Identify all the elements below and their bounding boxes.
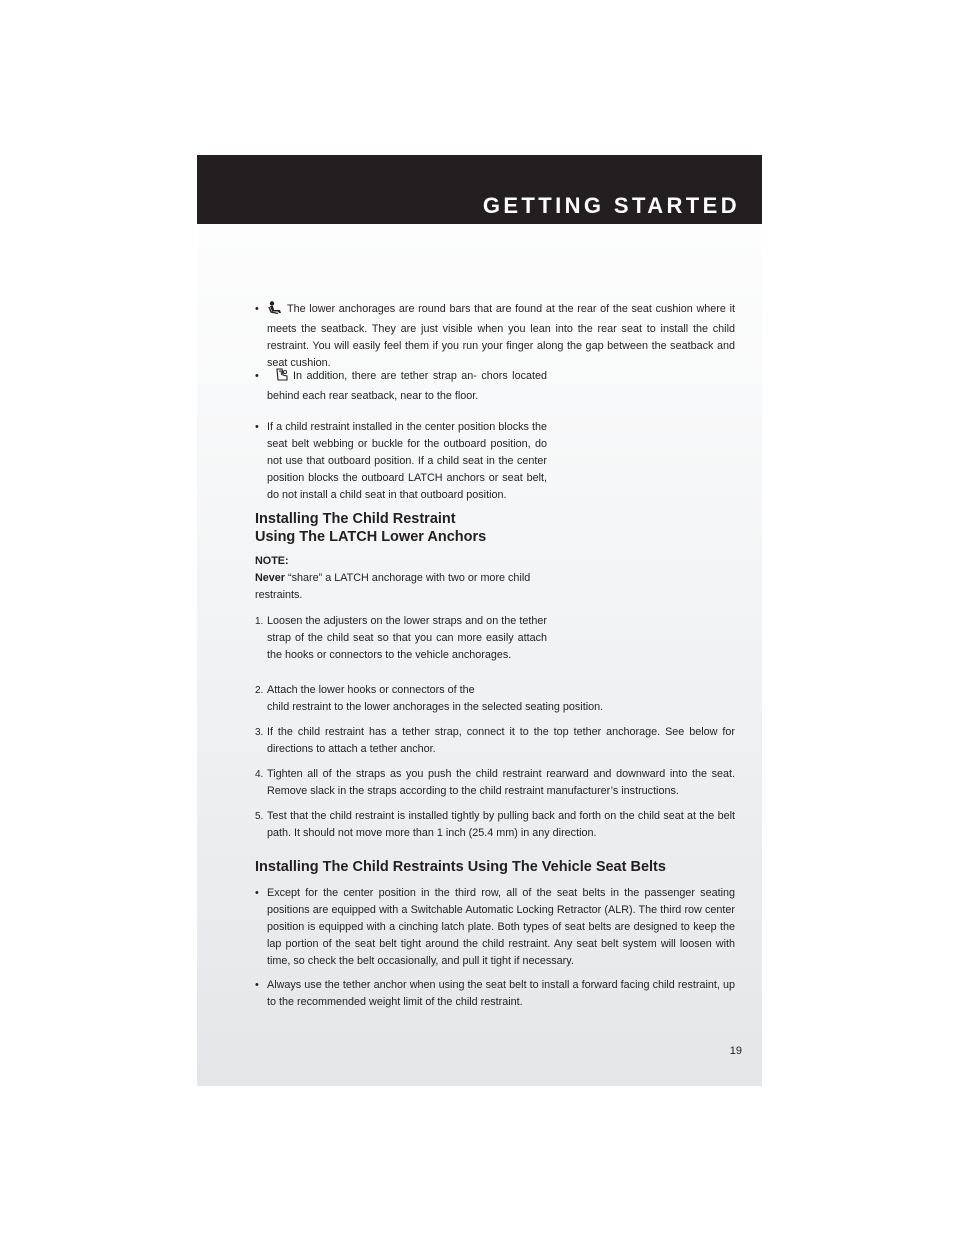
step-text: Loosen the adjusters on the lower straps and on the tether strap of the child seat so that you can more easily attach the hooks or connectors to the vehicle anchorages. — [267, 615, 547, 661]
bullet-text: Except for the center position in the third row, all of the seat belts in the passenger seating positions are equipped with a Switchable Automatic Locking Retractor (ALR). The third row center position is equipped with a cinching latch plate. Both types of seat belts are designed to keep the lap portion of the seat belt tight around the child restraint. Any seat belt system will loosen with time, so check the belt occasionally, and pull it tight if necessary. — [267, 887, 735, 967]
section-heading-latch: Installing The Child Restraint Using The LATCH Lower Anchors — [255, 511, 487, 545]
header-bar — [197, 155, 762, 224]
step-text: Test that the child restraint is installed tightly by pulling back and forth on the child seat at the belt path. It should not move more than 1 inch (25.4 mm) in any direction. — [267, 810, 735, 839]
bullet-tether-anchors: • In addition, there are tether strap an- chors located behind each rear seatback, near to the floor. — [255, 370, 547, 402]
step-text: Tighten all of the straps as you push the child restraint rearward and downward into the seat. Remove slack in the straps according to the child restraint manufacturer’s instructions. — [267, 768, 735, 797]
note-text: “share” a LATCH anchorage with two or more child restraints. — [255, 572, 531, 601]
bullet-tether-usage: • Always use the tether anchor when using the seat belt to install a forward facing child restraint, up to the recommended weight limit of the child restraint. — [255, 977, 735, 1011]
bullet-text: In addition, there are tether strap an- chors located behind each rear seatback, near to the floor. — [267, 370, 547, 402]
manual-page — [197, 155, 762, 1086]
step-item: 4. Tighten all of the straps as you push the child restraint rearward and downward into the seat. Remove slack in the straps according to the child restraint manufacturer’s instructions. — [255, 766, 735, 800]
bullet-alr: • Except for the center position in the third row, all of the seat belts in the passenger seating positions are equipped with a Switchable Automatic Locking Retractor (ALR). The third row center position is equipped with a cinching latch plate. Both types of seat belts are designed to keep the lap portion of the seat belt tight around the child restraint. Any seat belt system will loosen with time, so check the belt occasionally, and pull it tight if necessary. — [255, 885, 735, 970]
lower-anchor-icon — [267, 301, 283, 321]
bullet-text: If a child restraint installed in the center position blocks the seat belt webbing or buckle for the outboard position, do not use that outboard position. If a child seat in the center position blocks the outboard LATCH anchors or seat belt, do not install a child seat in that outboard position. — [267, 421, 547, 501]
bullet-center-position: • If a child restraint installed in the center position blocks the seat belt webbing or buckle for the outboard position, do not use that outboard position. If a child seat in the center position blocks the outboard LATCH anchors or seat belt, do not install a child seat in that outboard position. — [255, 419, 547, 504]
bullet-text: The lower anchorages are round bars that are found at the rear of the seat cushion where it meets the seatback. They are just visible when you lean into the rear seat to install the child restraint. You will easily feel them if you run your finger along the gap between the seatback and seat cushion. — [267, 303, 735, 369]
page-number: 19 — [729, 1045, 742, 1057]
step-text: If the child restraint has a tether strap, connect it to the top tether anchorage. See below for directions to attach a tether anchor. — [267, 726, 735, 755]
note-emphasis: Never — [255, 572, 286, 584]
step-text-a: Attach the lower hooks or connectors of the — [267, 684, 475, 696]
bullet-text: Always use the tether anchor when using the seat belt to install a forward facing child restraint, up to the recommended weight limit of the child restraint. — [267, 979, 735, 1008]
step-item: 3. If the child restraint has a tether strap, connect it to the top tether anchorage. See below for directions to attach a tether anchor. — [255, 724, 735, 758]
tether-anchor-icon — [273, 368, 289, 388]
step-item: 1. Loosen the adjusters on the lower straps and on the tether strap of the child seat so that you can more easily attach the hooks or connectors to the vehicle anchorages. — [255, 613, 547, 664]
step-item: 5. Test that the child restraint is installed tightly by pulling back and forth on the child seat at the belt path. It should not move more than 1 inch (25.4 mm) in any direction. — [255, 808, 735, 842]
note-block — [255, 553, 547, 604]
section-heading-seat-belts: Installing The Child Restraints Using The Vehicle Seat Belts — [255, 859, 666, 875]
bullet-lower-anchorages: • The lower anchorages are round bars that are found at the rear of the seat cushion where it meets the seatback. They are just visible when you lean into the rear seat to install the child restraint. You will easily feel them if you run your finger along the gap between the seatback and seat cushion. — [255, 303, 735, 369]
page-header-title: GETTING STARTED — [482, 193, 740, 218]
step-item: 2. Attach the lower hooks or connectors of the child restraint to the lower anchorages in the selected seating position. — [255, 684, 604, 713]
step-text-b: child restraint to the lower anchorages in the selected seating position. — [267, 701, 604, 713]
note-label: NOTE: — [255, 555, 289, 567]
